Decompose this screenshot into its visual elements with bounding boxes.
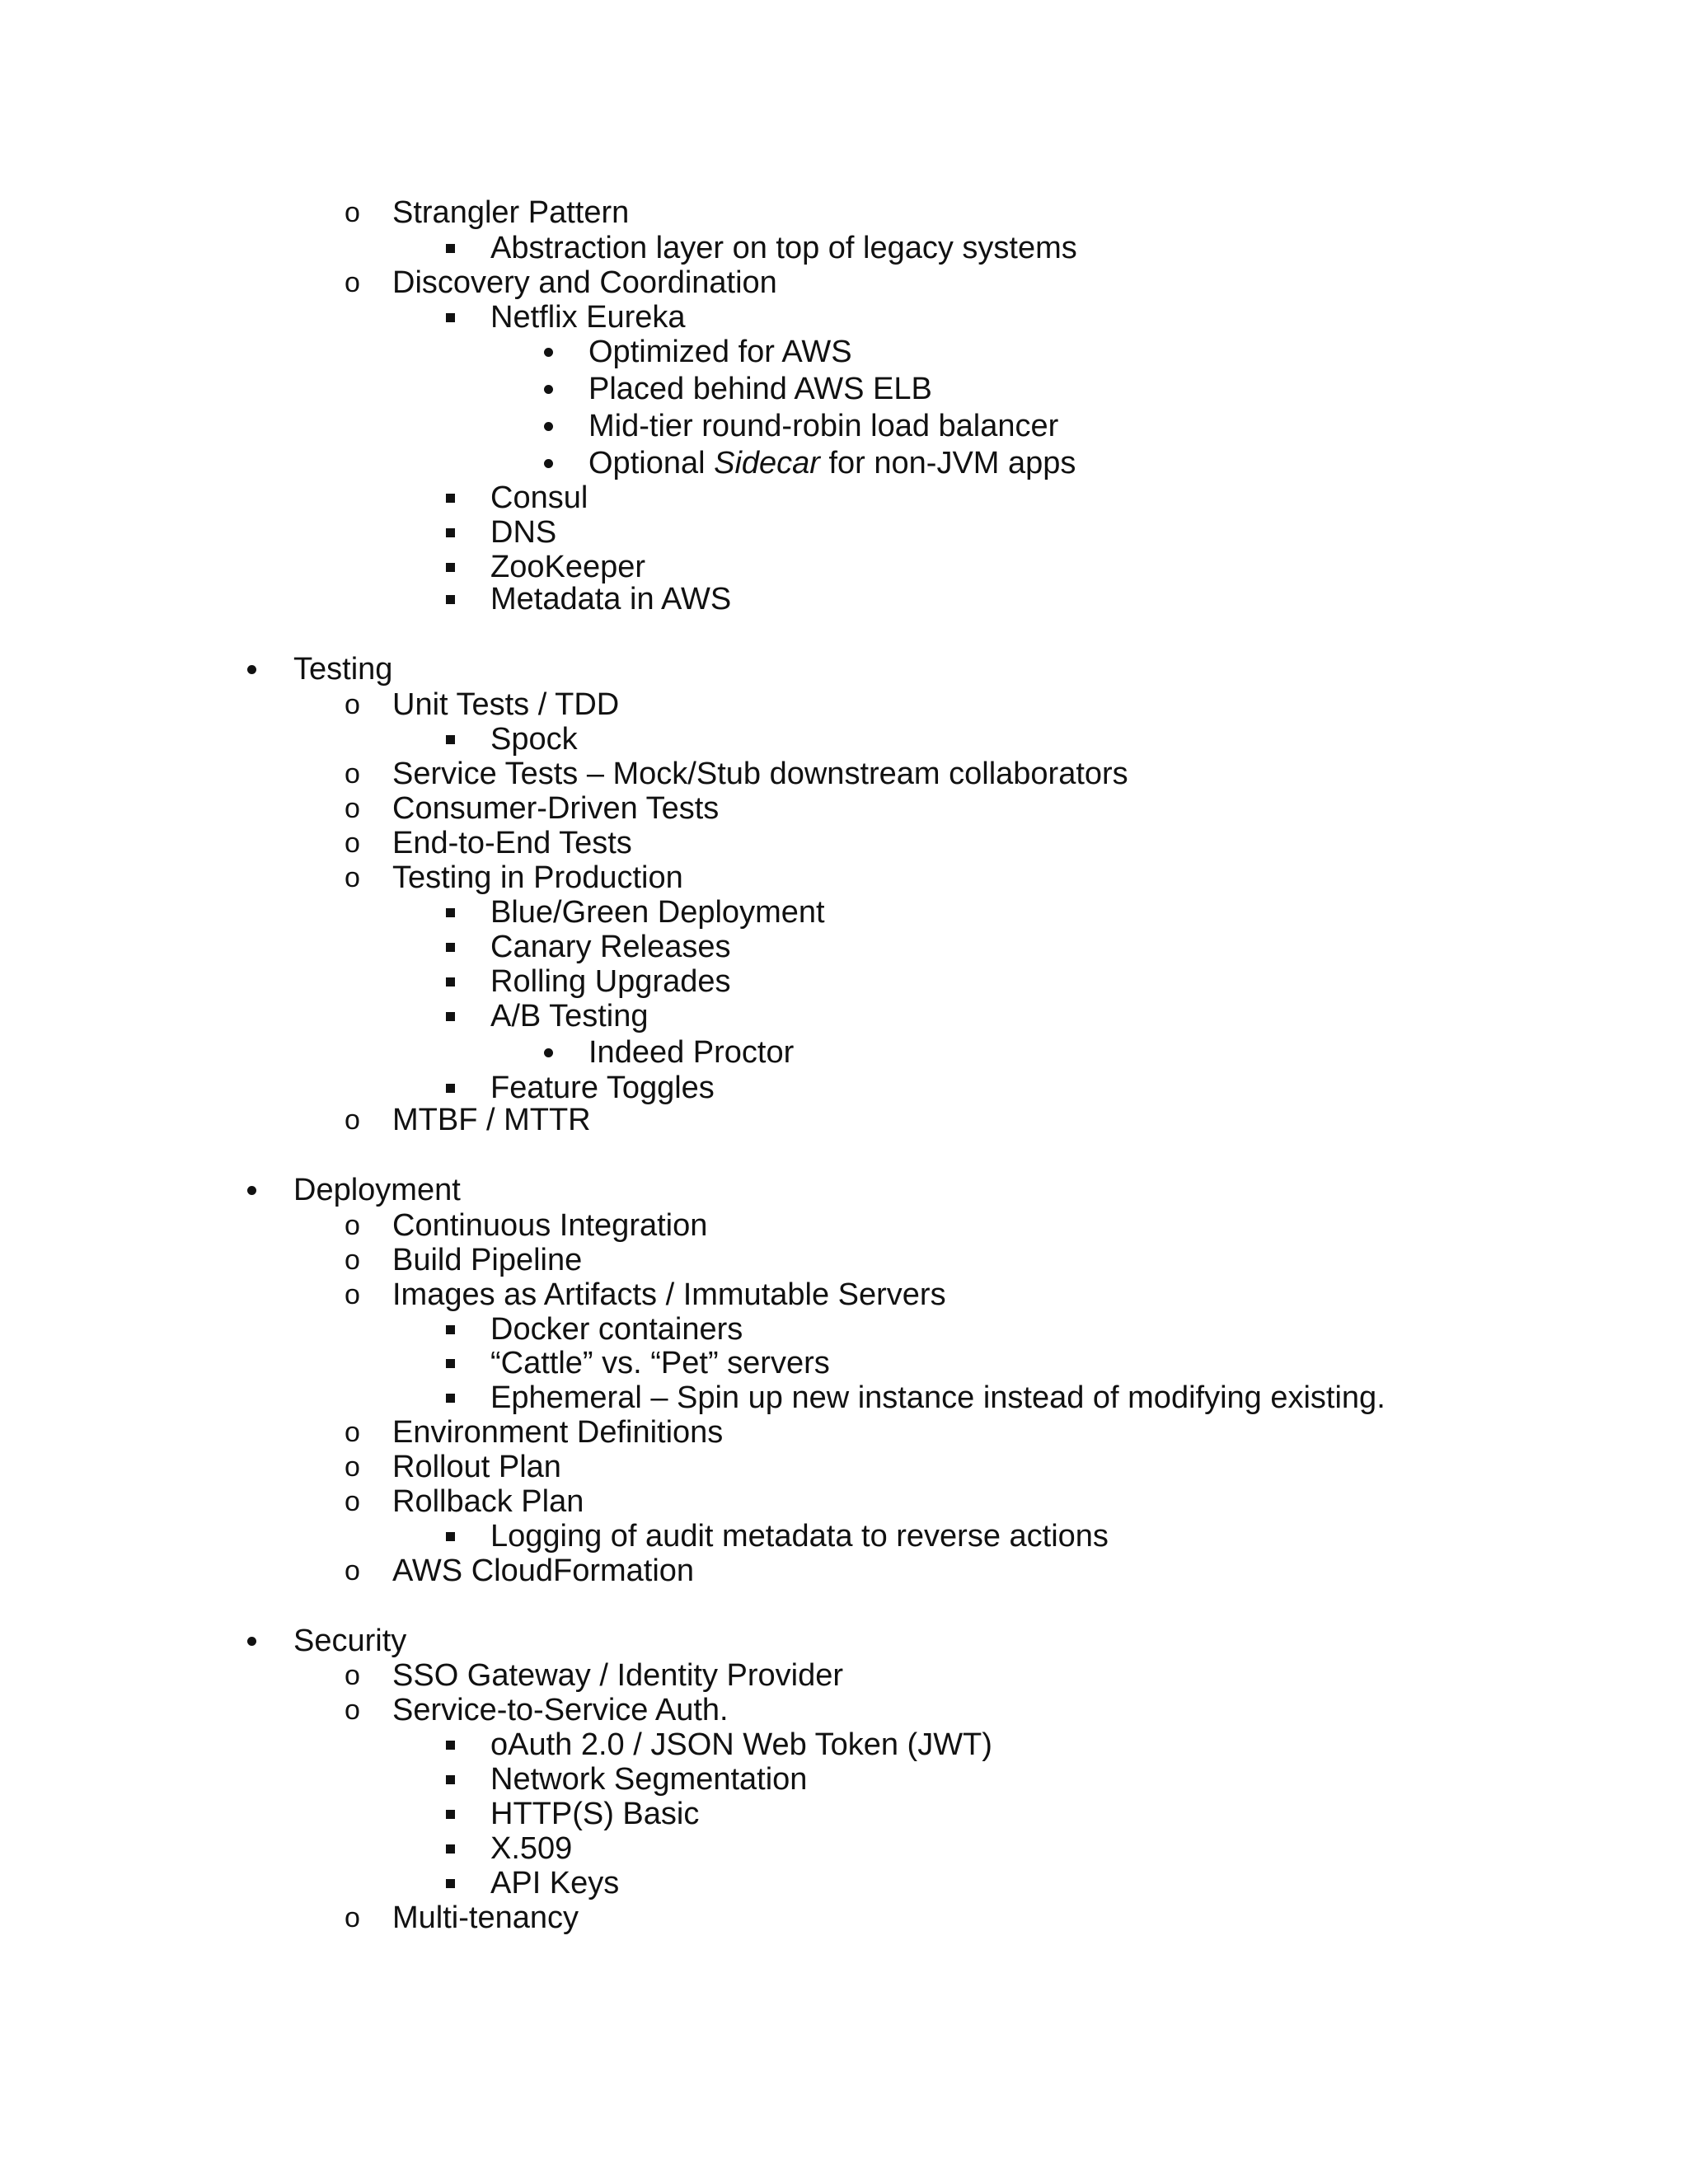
item-text: Optional Sidecar for non-JVM apps [588, 446, 1076, 480]
item-text: Discovery and Coordination [392, 265, 777, 300]
filled-dot-bullet-icon [544, 371, 577, 407]
item-text: Multi-tenancy [392, 1900, 579, 1935]
square-bullet-icon [446, 299, 479, 335]
item-text: Network Segmentation [490, 1762, 808, 1797]
item-text: Metadata in AWS [490, 582, 732, 616]
item-text: AWS CloudFormation [392, 1554, 695, 1588]
filled-dot-bullet-icon [544, 1034, 577, 1071]
hollow-circle-bullet-icon: o [345, 1244, 360, 1276]
filled-dot-bullet-icon [544, 445, 577, 481]
item-text: Blue/Green Deployment [490, 895, 825, 930]
hollow-circle-bullet-icon: o [345, 793, 360, 824]
square-bullet-icon [446, 1518, 479, 1554]
hollow-circle-bullet-icon: o [345, 1660, 360, 1691]
hollow-circle-bullet-icon: o [345, 1486, 360, 1517]
square-bullet-icon [446, 480, 479, 516]
item-text: End-to-End Tests [392, 826, 632, 860]
square-bullet-icon [446, 581, 479, 617]
hollow-circle-bullet-icon: o [345, 197, 360, 228]
emphasis-text: Sidecar [714, 446, 820, 480]
hollow-circle-bullet-icon: o [345, 827, 360, 859]
hollow-circle-bullet-icon: o [345, 758, 360, 790]
item-text: Optimized for AWS [588, 335, 852, 369]
item-text: Consul [490, 480, 588, 515]
item-text: Build Pipeline [392, 1243, 583, 1277]
item-text: Mid-tier round-robin load balancer [588, 409, 1059, 443]
square-bullet-icon [446, 230, 479, 266]
item-text: Spock [490, 722, 578, 757]
square-bullet-icon [446, 1345, 479, 1381]
item-text: A/B Testing [490, 999, 649, 1033]
hollow-circle-bullet-icon: o [345, 1279, 360, 1310]
item-text: Rolling Upgrades [490, 964, 731, 999]
hollow-circle-bullet-icon: o [345, 267, 360, 298]
square-bullet-icon [446, 1865, 479, 1901]
item-text: DNS [490, 515, 557, 550]
item-text: Service-to-Service Auth. [392, 1693, 729, 1727]
hollow-circle-bullet-icon: o [345, 862, 360, 893]
item-text: Service Tests – Mock/Stub downstream collaborators [392, 757, 1128, 791]
item-text: oAuth 2.0 / JSON Web Token (JWT) [490, 1727, 992, 1762]
item-text: “Cattle” vs. “Pet” servers [490, 1346, 830, 1380]
item-text: Placed behind AWS ELB [588, 372, 932, 406]
square-bullet-icon [446, 1070, 479, 1106]
hollow-circle-bullet-icon: o [345, 1694, 360, 1726]
item-text: Environment Definitions [392, 1415, 724, 1450]
hollow-circle-bullet-icon: o [345, 1104, 360, 1136]
square-bullet-icon [446, 1761, 479, 1797]
item-text: Indeed Proctor [588, 1035, 795, 1070]
item-text: Docker containers [490, 1312, 743, 1347]
item-text: API Keys [490, 1866, 620, 1900]
square-bullet-icon [446, 549, 479, 585]
item-text: Canary Releases [490, 930, 731, 964]
item-text: Ephemeral – Spin up new instance instead of modifying existing. [490, 1380, 1386, 1415]
hollow-circle-bullet-icon: o [345, 1210, 360, 1241]
hollow-circle-bullet-icon: o [345, 689, 360, 720]
square-bullet-icon [446, 721, 479, 757]
section-title: Security [293, 1624, 407, 1658]
hollow-circle-bullet-icon: o [345, 1555, 360, 1586]
item-text: Consumer-Driven Tests [392, 791, 720, 826]
hollow-circle-bullet-icon: o [345, 1451, 360, 1483]
filled-dot-bullet-icon [544, 408, 577, 444]
item-text: ZooKeeper [490, 550, 646, 584]
item-text: MTBF / MTTR [392, 1103, 591, 1137]
item-text: SSO Gateway / Identity Provider [392, 1658, 844, 1693]
filled-dot-bullet-icon [247, 1172, 280, 1208]
filled-dot-bullet-icon [544, 334, 577, 370]
square-bullet-icon [446, 1727, 479, 1763]
hollow-circle-bullet-icon: o [345, 1417, 360, 1448]
filled-dot-bullet-icon [247, 1623, 280, 1659]
square-bullet-icon [446, 998, 479, 1034]
item-text: Abstraction layer on top of legacy systems [490, 231, 1077, 265]
square-bullet-icon [446, 1311, 479, 1347]
section-title: Testing [293, 652, 393, 687]
square-bullet-icon [446, 1830, 479, 1867]
square-bullet-icon [446, 514, 479, 551]
item-text: HTTP(S) Basic [490, 1797, 700, 1831]
item-text: Continuous Integration [392, 1208, 708, 1243]
item-text: Images as Artifacts / Immutable Servers [392, 1277, 946, 1312]
item-text: Feature Toggles [490, 1071, 715, 1105]
item-text: X.509 [490, 1831, 573, 1866]
square-bullet-icon [446, 894, 479, 930]
square-bullet-icon [446, 963, 479, 1000]
square-bullet-icon [446, 1380, 479, 1416]
item-text: Rollback Plan [392, 1484, 584, 1519]
square-bullet-icon [446, 929, 479, 965]
hollow-circle-bullet-icon: o [345, 1902, 360, 1933]
item-text: Netflix Eureka [490, 300, 686, 335]
item-text: Unit Tests / TDD [392, 687, 620, 722]
item-text: Rollout Plan [392, 1450, 561, 1484]
item-text: Logging of audit metadata to reverse actions [490, 1519, 1109, 1554]
square-bullet-icon [446, 1796, 479, 1832]
section-title: Deployment [293, 1173, 461, 1207]
filled-dot-bullet-icon [247, 651, 280, 687]
item-text: Strangler Pattern [392, 195, 630, 230]
item-text: Testing in Production [392, 860, 683, 895]
